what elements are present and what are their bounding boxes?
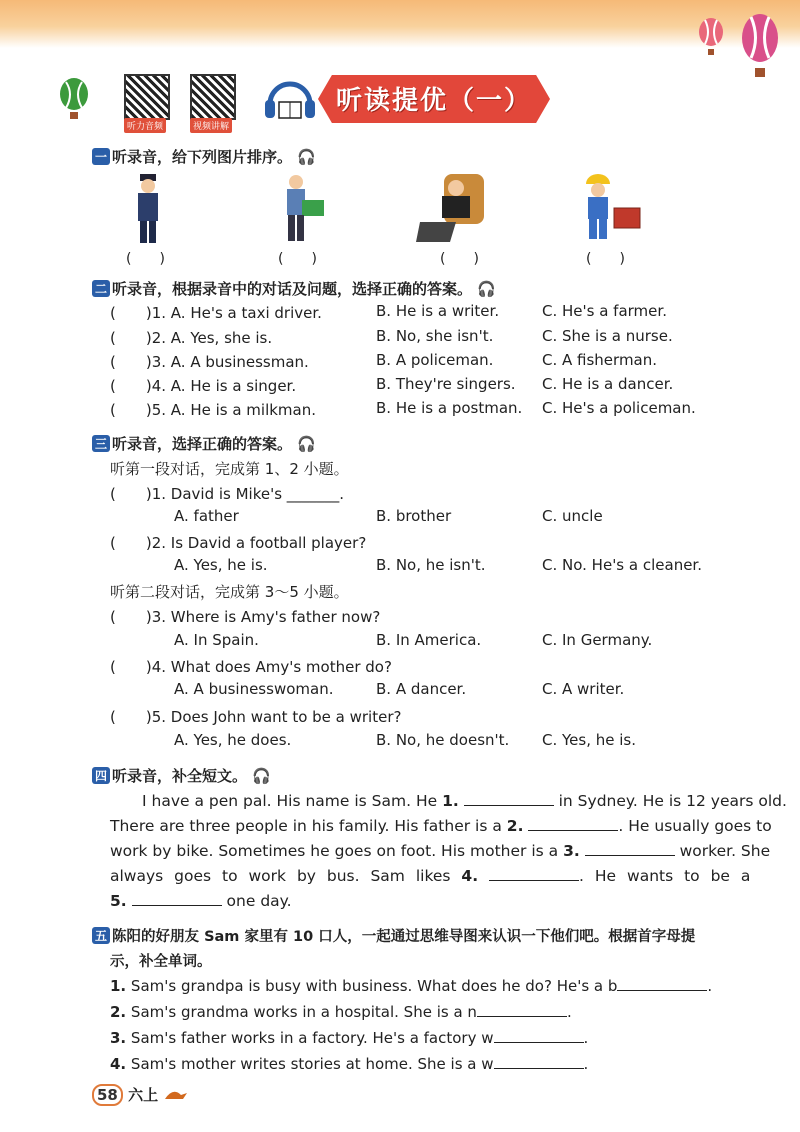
section-title: 听录音，根据录音中的对话及问题，选择正确的答案。 (112, 280, 473, 298)
section-4-heading (92, 765, 271, 786)
section-2-heading (92, 278, 496, 299)
headphones-icon: 🎧 (297, 435, 316, 453)
question-row[interactable]: ( )4. A. He is a singer. (110, 377, 297, 395)
option-a: A. Yes, he is. (174, 556, 268, 574)
fill-word-item: 4. Sam's mother writes stories at home. She is a w . (110, 1055, 589, 1073)
answer-blank[interactable] (489, 879, 579, 881)
option-a: A. In Spain. (174, 631, 259, 649)
option-b: B. He is a postman. (376, 399, 523, 417)
option-a: A. father (174, 507, 239, 525)
dialogue-intro: 听第一段对话，完成第 1、2 小题。 (110, 460, 349, 478)
option-b: B. No, he isn't. (376, 556, 486, 574)
option-c: C. A fisherman. (542, 351, 658, 369)
option-a: A. Yes, he does. (174, 731, 292, 749)
postman-picture (274, 172, 328, 244)
answer-blank[interactable] (585, 854, 675, 856)
section-5-heading (92, 925, 695, 946)
question-row[interactable]: ( )3. Where is Amy's father now? (110, 608, 381, 626)
headphones-icon: 🎧 (477, 280, 496, 298)
answer-paren[interactable]: ( ) (440, 251, 479, 267)
qr-code-audio[interactable] (124, 74, 170, 120)
page-number-value: 58 (92, 1084, 123, 1106)
option-c: C. He's a policeman. (542, 399, 696, 417)
answer-paren[interactable]: ( ) (586, 251, 625, 267)
hot-air-balloon-icon (696, 18, 726, 58)
qr-caption-video: 视频讲解 (190, 118, 232, 133)
cloze-passage: I have a pen pal. His name is Sam. He 1. in Sydney. He is 12 years old. There are three people in his family. His father is a 2. . He usually goes to work by bike. Sometimes he goes on foot. His mother is a 3. worker. She always goes to work by bus. Sam likes 4. . He wants to be a 5. one day. (110, 792, 787, 910)
option-b: B. A dancer. (376, 680, 467, 698)
hot-air-balloon-icon (740, 14, 780, 80)
fill-word-item: 2. Sam's grandma works in a hospital. She is a n . (110, 1003, 572, 1021)
section-5-heading-cont: 示，补全单词。 (110, 954, 212, 970)
answer-blank[interactable] (132, 904, 222, 906)
headphones-icon: 🎧 (297, 148, 316, 166)
answer-blank[interactable] (464, 804, 554, 806)
option-b: B. No, he doesn't. (376, 731, 510, 749)
bird-icon (163, 1087, 189, 1103)
page-title: 听读提优（一） (335, 86, 532, 116)
option-c: C. He is a dancer. (542, 375, 674, 393)
hot-air-balloon-icon (56, 78, 92, 122)
option-c: C. No. He's a cleaner. (542, 556, 702, 574)
section-badge: 五 (92, 927, 110, 944)
section-badge: 四 (92, 767, 110, 784)
builder-picture (578, 172, 644, 242)
answer-blank[interactable] (528, 829, 618, 831)
qr-code-video[interactable] (190, 74, 236, 120)
question-row[interactable]: ( )2. A. Yes, she is. (110, 329, 273, 347)
option-b: B. No, she isn't. (376, 327, 494, 345)
question-row[interactable]: ( )3. A. A businessman. (110, 353, 309, 371)
answer-paren[interactable]: ( ) (278, 251, 317, 267)
option-b: B. A policeman. (376, 351, 494, 369)
question-row[interactable]: ( )5. Does John want to be a writer? (110, 708, 402, 726)
answer-blank[interactable] (477, 1015, 567, 1017)
section-badge: 二 (92, 280, 110, 297)
qr-caption-audio: 听力音频 (124, 118, 166, 133)
section-badge: 三 (92, 435, 110, 452)
option-c: C. A writer. (542, 680, 625, 698)
question-row[interactable]: ( )1. David is Mike's _______. (110, 485, 345, 503)
option-b: B. He is a writer. (376, 302, 500, 320)
option-c: C. She is a nurse. (542, 327, 673, 345)
section-title: 听录音，选择正确的答案。 (112, 435, 293, 453)
option-a: A. A businesswoman. (174, 680, 334, 698)
option-c: C. uncle (542, 507, 603, 525)
question-row[interactable]: ( )1. A. He's a taxi driver. (110, 304, 322, 322)
section-1-heading (92, 146, 316, 167)
section-badge: 一 (92, 148, 110, 165)
question-row[interactable]: ( )5. A. He is a milkman. (110, 401, 317, 419)
police-officer-picture (128, 172, 168, 246)
section-title: 听录音，补全短文。 (112, 767, 248, 785)
section-title: 听录音，给下列图片排序。 (112, 148, 293, 166)
fill-word-item: 3. Sam's father works in a factory. He's a factory w . (110, 1029, 589, 1047)
answer-blank[interactable] (494, 1067, 584, 1069)
headphones-book-icon (262, 72, 318, 128)
businessman-picture (416, 170, 488, 246)
section-title: 陈阳的好朋友 Sam 家里有 10 口人，一起通过思维导图来认识一下他们吧。根据首字母提 (112, 929, 696, 945)
option-c: C. In Germany. (542, 631, 653, 649)
question-row[interactable]: ( )4. What does Amy's mother do? (110, 658, 392, 676)
section-3-heading (92, 433, 316, 454)
headphones-icon: 🎧 (252, 767, 271, 785)
grade-label: 六上 (128, 1086, 159, 1104)
answer-blank[interactable] (617, 989, 707, 991)
answer-blank[interactable] (494, 1041, 584, 1043)
page-number (92, 1084, 189, 1105)
option-c: C. Yes, he is. (542, 731, 637, 749)
fill-word-item: 1. Sam's grandpa is busy with business. What does he do? He's a b . (110, 977, 713, 995)
option-b: B. In America. (376, 631, 482, 649)
option-b: B. brother (376, 507, 452, 525)
dialogue-intro: 听第二段对话，完成第 3～5 小题。 (110, 583, 349, 601)
option-c: C. He's a farmer. (542, 302, 667, 320)
header-gradient-band (0, 0, 800, 48)
question-row[interactable]: ( )2. Is David a football player? (110, 534, 367, 552)
option-b: B. They're singers. (376, 375, 516, 393)
answer-paren[interactable]: ( ) (126, 251, 165, 267)
